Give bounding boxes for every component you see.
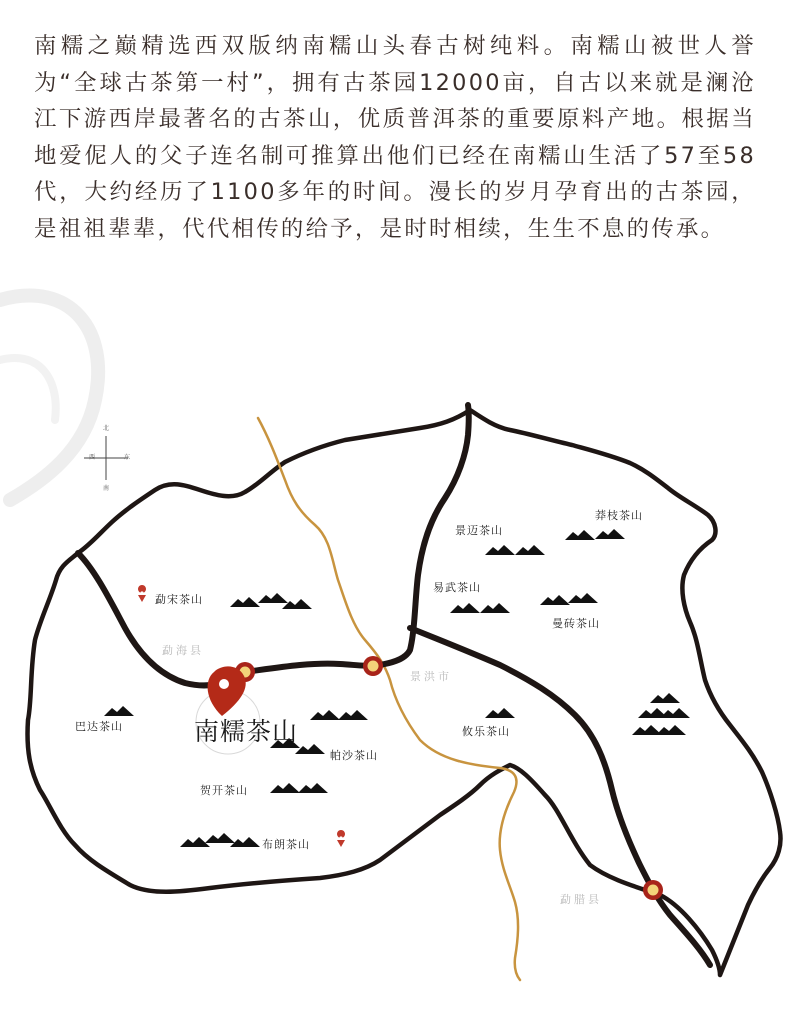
place-mengla: 勐腊县 xyxy=(560,893,602,906)
compass-rose xyxy=(84,424,130,492)
intro-paragraph: 南糯之巅精选西双版纳南糯山头春古树纯料。南糯山被世人誉为“全球古茶第一村”，拥有古茶园12000亩，自古以来就是澜沧江下游西岸最著名的古茶山，优质普洱茶的重要原料产地。根据当地爱伲人的父子连名制可推算出他们已经在南糯山生活了57至58代，大约经历了1100多年的时间。漫长的岁月孕育出的古茶园，是祖祖辈辈，代代相传的给予，是时时相续，生生不息的传承。 xyxy=(34,33,756,242)
mountain-icon xyxy=(104,706,134,716)
road-central xyxy=(245,405,469,672)
road-east xyxy=(410,628,710,965)
mountain-icon xyxy=(595,529,625,539)
mountain-icons xyxy=(104,529,690,847)
mountain-icon xyxy=(656,725,686,735)
mountain-icon xyxy=(485,708,515,718)
label-manzhuan: 曼砖茶山 xyxy=(552,617,600,630)
compass-north: 北 xyxy=(103,425,110,432)
label-youle: 攸乐茶山 xyxy=(462,725,510,738)
mountain-icon xyxy=(565,530,595,540)
mountain-icon xyxy=(568,593,598,603)
mountain-icon xyxy=(450,603,480,613)
tea-mountain-map xyxy=(0,395,790,1014)
region-border xyxy=(28,410,781,975)
compass-east: 东 xyxy=(124,454,131,461)
mountain-icon xyxy=(338,710,368,720)
place-menghai: 勐海县 xyxy=(162,644,204,657)
place-jinghong: 景洪市 xyxy=(410,670,452,683)
mountain-icon xyxy=(660,708,690,718)
mountain-icon xyxy=(205,833,235,843)
node-mengla xyxy=(643,880,663,900)
label-pasha: 帕沙茶山 xyxy=(330,749,378,762)
label-jingmai: 景迈茶山 xyxy=(455,524,503,537)
pin-bulang-icon xyxy=(337,830,345,847)
label-nannuo: 南糯茶山 xyxy=(194,717,299,746)
mountain-icon xyxy=(295,744,325,754)
node-jinghong xyxy=(363,656,383,676)
label-bada: 巴达茶山 xyxy=(75,720,123,733)
location-pin-icon xyxy=(208,666,246,716)
mountain-icon xyxy=(230,597,260,607)
mountain-icon xyxy=(282,599,312,609)
mountain-icon xyxy=(650,693,680,703)
label-yiwu: 易武茶山 xyxy=(433,581,481,594)
label-bulang: 布朗茶山 xyxy=(262,838,310,851)
mountain-icon xyxy=(515,545,545,555)
mountain-icon xyxy=(230,837,260,847)
mountain-icon xyxy=(270,783,300,793)
label-mangzhi: 莽枝茶山 xyxy=(595,509,643,522)
compass-west: 西 xyxy=(89,454,96,461)
pin-mengsong-icon xyxy=(138,585,146,602)
mountain-icon xyxy=(480,603,510,613)
road-west xyxy=(78,553,245,685)
mountain-icon xyxy=(310,710,340,720)
label-mengsong: 勐宋茶山 xyxy=(155,593,203,606)
label-hekai: 贺开茶山 xyxy=(200,784,248,797)
mountain-icon xyxy=(540,595,570,605)
mountain-icon xyxy=(298,783,328,793)
mountain-icon xyxy=(485,545,515,555)
mountain-icon xyxy=(180,837,210,847)
compass-south: 南 xyxy=(103,485,110,492)
mountain-icon xyxy=(258,593,288,603)
river xyxy=(258,418,520,980)
